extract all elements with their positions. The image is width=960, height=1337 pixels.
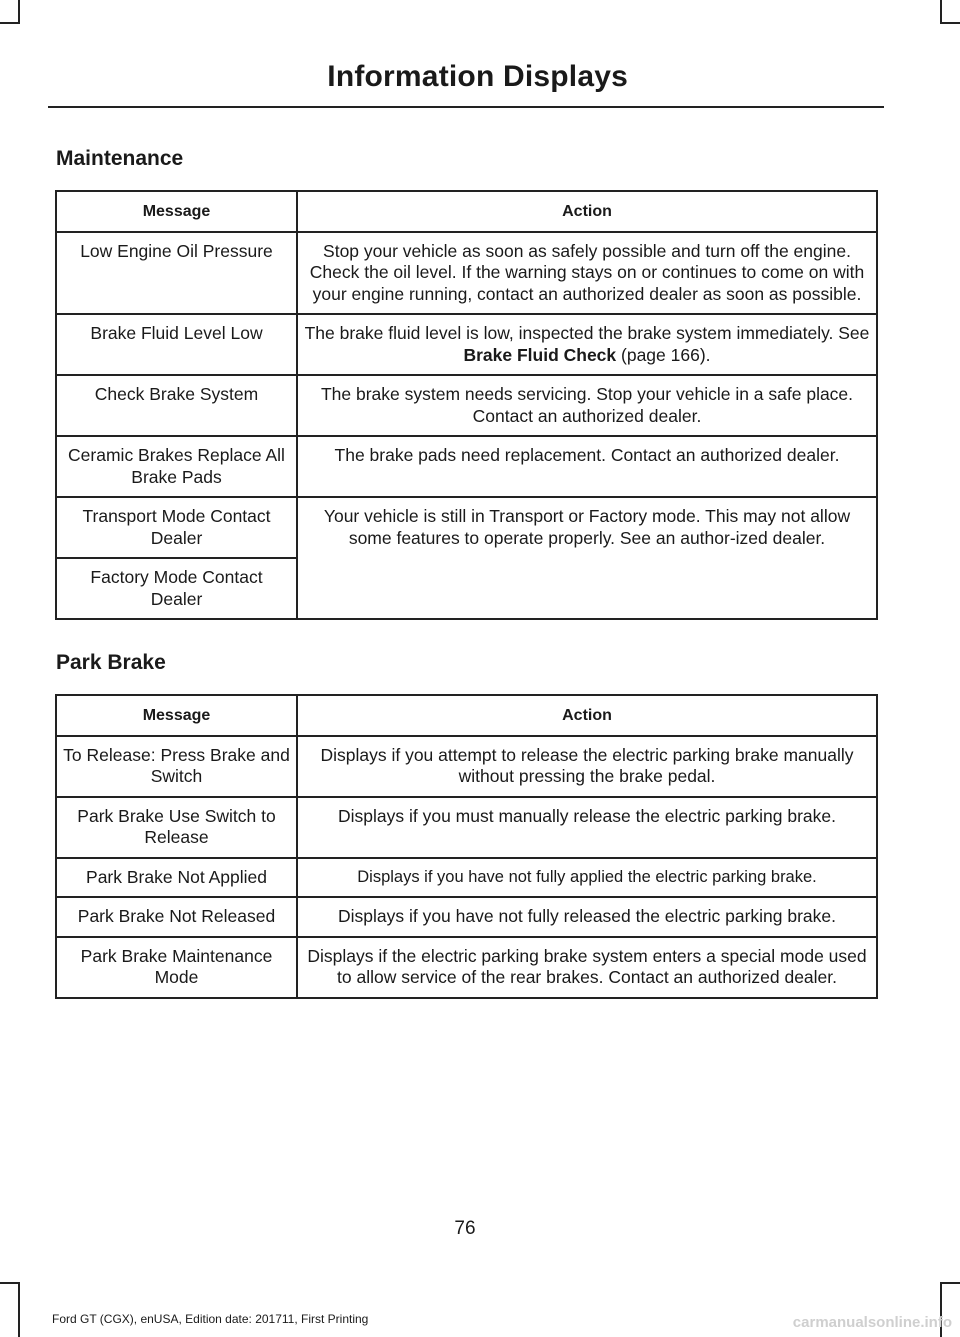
message-cell: Ceramic Brakes Replace All Brake Pads	[56, 436, 297, 497]
page-title: Information Displays	[327, 60, 628, 93]
crop-mark	[940, 22, 960, 24]
table-row	[56, 736, 877, 797]
column-header-message: Message	[56, 191, 297, 232]
crop-mark	[940, 1282, 960, 1284]
message-cell: Factory Mode Contact Dealer	[56, 558, 297, 619]
message-cell: Low Engine Oil Pressure	[56, 232, 297, 315]
action-cell: Displays if you have not fully applied the electric parking brake.	[297, 858, 877, 898]
action-text: The brake fluid level is low, inspected the brake system immediately. See	[304, 323, 870, 343]
table-row	[56, 897, 877, 937]
action-cell	[297, 314, 877, 375]
maintenance-table	[55, 190, 878, 620]
message-cell: Park Brake Maintenance Mode	[56, 937, 297, 998]
table-row	[56, 232, 877, 315]
header-divider	[48, 106, 884, 108]
table-row	[56, 375, 877, 436]
table-row	[56, 858, 877, 898]
table-row	[56, 797, 877, 858]
message-cell: Park Brake Not Applied	[56, 858, 297, 898]
section-title-park-brake: Park Brake	[56, 651, 166, 674]
action-cell: Displays if you have not fully released the electric parking brake.	[297, 897, 877, 937]
action-text: (page 166).	[616, 344, 711, 365]
column-header-action: Action	[297, 695, 877, 736]
action-cell: Displays if you must manually release the electric parking brake.	[297, 797, 877, 858]
brake-fluid-check-link[interactable]: Brake Fluid Check	[463, 344, 617, 365]
message-cell: Check Brake System	[56, 375, 297, 436]
crop-mark	[0, 22, 20, 24]
table-row	[56, 314, 877, 375]
column-header-action: Action	[297, 191, 877, 232]
action-cell: Your vehicle is still in Transport or Factory mode. This may not allow some features to operate properly. See an author-ized dealer.	[297, 497, 877, 619]
message-cell: Brake Fluid Level Low	[56, 314, 297, 375]
table-row	[56, 436, 877, 497]
table-header-row	[56, 191, 877, 232]
page-number: 76	[454, 1218, 476, 1239]
message-cell: To Release: Press Brake and Switch	[56, 736, 297, 797]
crop-mark	[0, 1282, 20, 1284]
action-cell: Displays if the electric parking brake system enters a special mode used to allow service of the rear brakes. Contact an authorized dealer.	[297, 937, 877, 998]
watermark: carmanualsonline.info	[792, 1314, 952, 1331]
park-brake-table	[55, 694, 878, 999]
section-title-maintenance: Maintenance	[56, 147, 184, 170]
action-cell: The brake system needs servicing. Stop your vehicle in a safe place. Contact an authorized dealer.	[297, 375, 877, 436]
message-cell: Park Brake Not Released	[56, 897, 297, 937]
action-cell: Stop your vehicle as soon as safely possible and turn off the engine. Check the oil level. If the warning stays on or continues to come on with your engine running, contact an authorized dealer as soon as possible.	[297, 232, 877, 315]
table-row	[56, 937, 877, 998]
table-row	[56, 497, 877, 558]
column-header-message: Message	[56, 695, 297, 736]
edition-footer: Ford GT (CGX), enUSA, Edition date: 201711, First Printing	[52, 1312, 369, 1326]
crop-mark	[940, 0, 942, 22]
message-cell: Park Brake Use Switch to Release	[56, 797, 297, 858]
message-cell: Transport Mode Contact Dealer	[56, 497, 297, 558]
crop-mark	[18, 1282, 20, 1337]
action-cell: The brake pads need replacement. Contact an authorized dealer.	[297, 436, 877, 497]
crop-mark	[18, 0, 20, 22]
action-cell: Displays if you attempt to release the electric parking brake manually without pressing the brake pedal.	[297, 736, 877, 797]
table-header-row	[56, 695, 877, 736]
